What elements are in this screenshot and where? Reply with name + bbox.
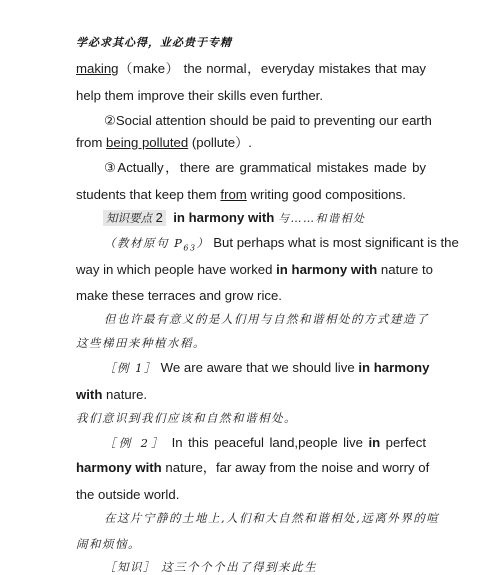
- text-line: help them improve their skills even further.: [76, 88, 324, 103]
- text-line: making（make） the normal，everyday mistakes that may: [76, 61, 426, 76]
- example-line: the outside world.: [76, 487, 180, 502]
- example-label: ［例 2］: [104, 436, 167, 450]
- chinese-translation: 但也许最有意义的是人们用与自然和谐相处的方式建造了: [104, 312, 429, 326]
- text-line: way in which people have worked in harmony with nature to: [76, 262, 433, 277]
- phrase: in harmony with: [173, 210, 275, 225]
- example-line: harmony with nature，far away from the noise and worry of: [76, 460, 430, 475]
- example-line: ［例 1］ We are aware that we should live in harmony: [104, 360, 430, 375]
- text-line: ②Social attention should be paid to preventing our earth: [104, 113, 432, 128]
- page-header: 学必求其心得，业必贵于专精: [76, 36, 232, 49]
- example-label: ［例 1］: [104, 361, 157, 375]
- answer-word: being polluted: [106, 135, 189, 150]
- example-line: ［例 2］ In this peaceful land,people live in perfect: [104, 435, 426, 450]
- hint: （make）: [118, 61, 180, 76]
- chinese-translation: 我们意识到我们应该和自然和谐相处。: [76, 411, 297, 425]
- chinese-translation: 这些梯田来种植水稻。: [76, 336, 206, 350]
- partial-footer-line: ［知识］ 这三个个个出了得到来此生: [104, 560, 318, 574]
- chinese-translation: 闹和烦恼。: [76, 537, 141, 551]
- example-line: with nature.: [76, 387, 148, 402]
- knowledge-point-heading: [103, 210, 453, 227]
- answer-word: making: [76, 61, 119, 76]
- text-line: students that keep them from writing good compositions.: [76, 187, 406, 202]
- text-line: ③Actually，there are grammatical mistakes made by: [104, 160, 427, 175]
- knowledge-point-tag: 知识要点 2: [103, 210, 166, 226]
- text-line: from being polluted (pollute）.: [76, 135, 252, 150]
- answer-word: from: [220, 187, 247, 202]
- item-number: ③: [104, 160, 118, 175]
- source-line: （教材原句 $P_{63}$） But perhaps what is most significant is the: [104, 235, 459, 253]
- chinese-translation: 在这片宁静的土地上,人们和大自然和谐相处,远离外界的喧: [104, 511, 440, 525]
- source-label: （教材原句 $P_{63}$）: [104, 236, 210, 253]
- phrase-meaning: 与……和谐相处: [278, 212, 366, 225]
- hint: (pollute）.: [188, 135, 252, 150]
- item-number: ②: [104, 113, 116, 128]
- text-line: make these terraces and grow rice.: [76, 288, 282, 303]
